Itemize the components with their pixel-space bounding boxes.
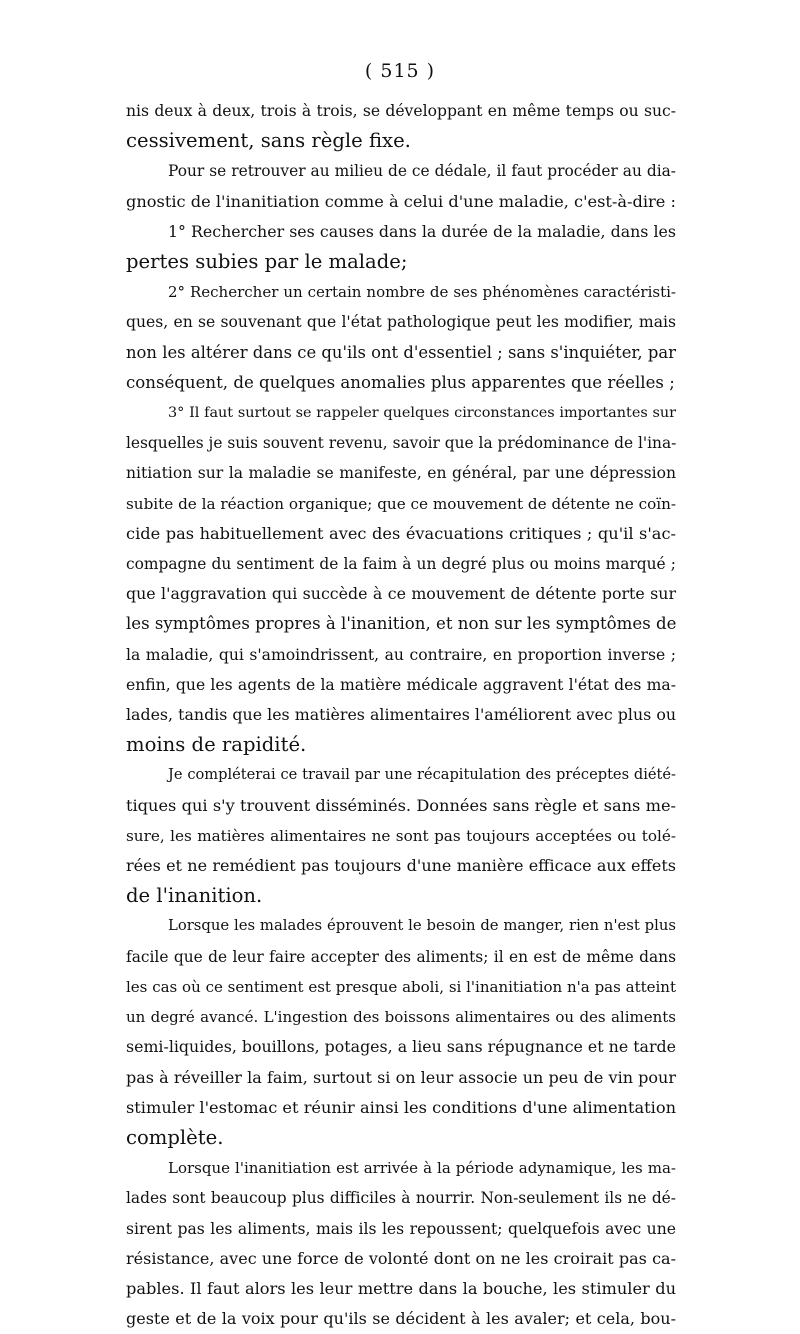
text-line: résistance, avec une force de volonté dont on ne les croirait pas ca-: [126, 1248, 676, 1268]
text-line: enfin, que les agents de la matière médicale aggravent l'état des ma-: [126, 675, 676, 694]
body-text: [126, 96, 676, 1334]
text-line: lades sont beaucoup plus difficiles à nourrir. Non-seulement ils ne dé-: [126, 1189, 676, 1208]
text-line: les cas où ce sentiment est presque aboli, si l'inanitiation n'a pas atteint: [126, 977, 676, 996]
text-line: sirent pas les aliments, mais ils les repoussent; quelquefois avec une: [126, 1219, 676, 1238]
text-line: tiques qui s'y trouvent disséminés. Données sans règle et sans me-: [126, 795, 676, 815]
text-line: gnostic de l'inanitiation comme à celui d'une maladie, c'est-à-dire :: [126, 191, 676, 211]
text-line: ques, en se souvenant que l'état pathologique peut les modifier, mais: [126, 313, 676, 332]
page-number: ( 515 ): [364, 60, 436, 82]
text-line: Pour se retrouver au milieu de ce dédale, il faut procéder au dia-: [168, 162, 676, 181]
text-line: de l'inanition.: [126, 884, 263, 908]
text-line: geste et de la voix pour qu'ils se décident à les avaler; et cela, bou-: [126, 1309, 676, 1329]
text-line: 3° Il faut surtout se rappeler quelques circonstances importantes sur: [168, 405, 676, 422]
text-line: semi-liquides, bouillons, potages, a lieu sans répugnance et ne tarde: [126, 1037, 676, 1057]
text-line: cide pas habituellement avec des évacuations critiques ; qu'il s'ac-: [126, 523, 676, 543]
text-line: rées et ne remédient pas toujours d'une manière efficace aux effets: [126, 856, 676, 876]
text-line: conséquent, de quelques anomalies plus apparentes que réelles ;: [126, 372, 675, 392]
text-line: compagne du sentiment de la faim à un degré plus ou moins marqué ;: [126, 555, 676, 574]
text-line: 1° Rechercher ses causes dans la durée de la maladie, dans les: [168, 221, 676, 241]
text-line: sure, les matières alimentaires ne sont pas toujours acceptées ou tolé-: [126, 826, 676, 845]
text-line: 2° Rechercher un certain nombre de ses phénomènes caractéristi-: [168, 283, 676, 302]
text-line: stimuler l'estomac et réunir ainsi les conditions d'une alimentation: [126, 1097, 676, 1117]
text-line: subite de la réaction organique; que ce mouvement de détente ne coïn-: [126, 494, 676, 513]
text-line: complète.: [126, 1125, 224, 1149]
text-line: pas à réveiller la faim, surtout si on leur associe un peu de vin pour: [126, 1067, 676, 1087]
text-line: lesquelles je suis souvent revenu, savoir que la prédominance de l'ina-: [126, 434, 677, 453]
text-line: les symptômes propres à l'inanition, et non sur les symptômes de: [126, 614, 677, 634]
text-line: Lorsque les malades éprouvent le besoin de manger, rien n'est plus: [168, 917, 676, 935]
text-line: Lorsque l'inanitiation est arrivée à la période adynamique, les ma-: [168, 1159, 676, 1178]
text-line: nitiation sur la maladie se manifeste, en général, par une dépression: [126, 464, 676, 483]
text-line: la maladie, qui s'amoindrissent, au contraire, en proportion inverse ;: [126, 645, 676, 664]
text-line: pertes subies par le malade;: [126, 250, 408, 274]
text-line: non les altérer dans ce qu'ils ont d'essentiel ; sans s'inquiéter, par: [126, 342, 676, 362]
text-line: que l'aggravation qui succède à ce mouvement de détente porte sur: [126, 584, 676, 604]
text-line: nis deux à deux, trois à trois, se développant en même temps ou suc-: [126, 102, 676, 120]
text-line: pables. Il faut alors les leur mettre dans la bouche, les stimuler du: [126, 1278, 676, 1298]
text-line: cessivement, sans règle fixe.: [126, 129, 411, 153]
text-line: Je compléterai ce travail par une récapitulation des préceptes diété-: [168, 766, 676, 784]
text-line: lades, tandis que les matières alimentaires l'améliorent avec plus ou: [126, 705, 676, 725]
text-line: facile que de leur faire accepter des aliments; il en est de même dans: [126, 947, 676, 966]
text-line: moins de rapidité.: [126, 733, 307, 757]
text-line: un degré avancé. L'ingestion des boissons alimentaires ou des aliments: [126, 1008, 676, 1027]
